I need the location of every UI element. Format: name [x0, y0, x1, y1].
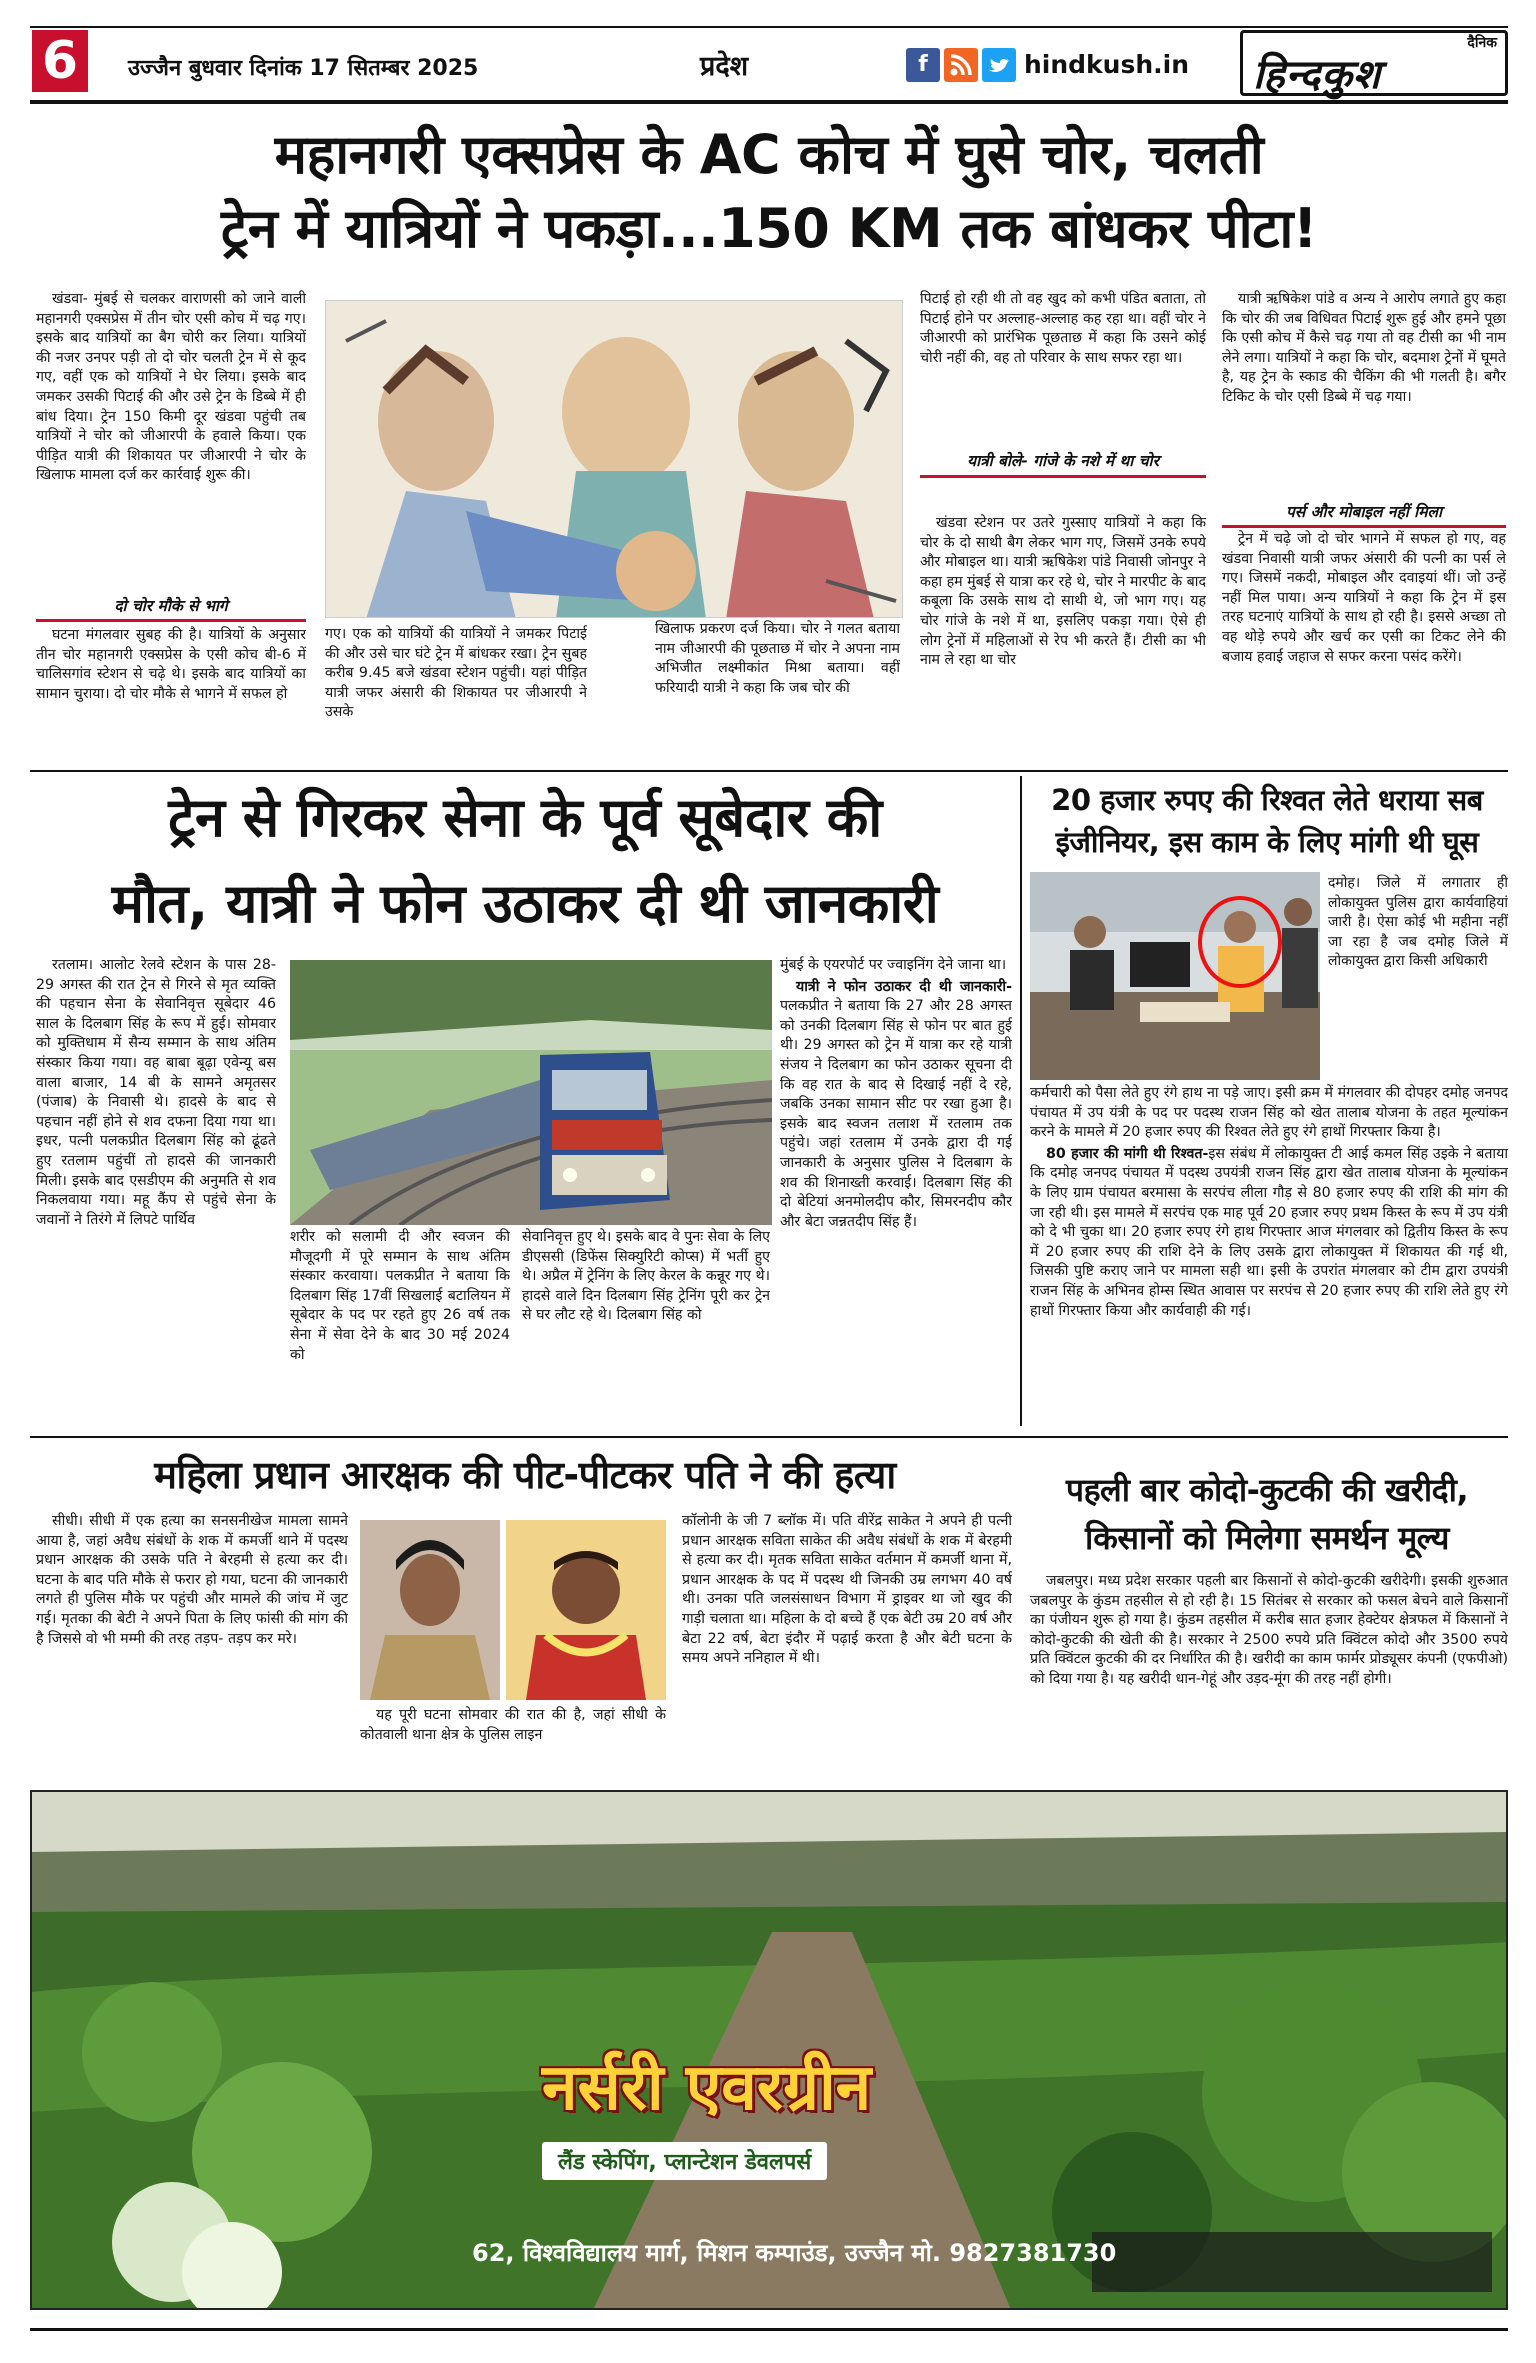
story3-side-column: दमोह। जिले में लगातार ही लोकायुक्त पुलिस द्वारा कार्यवाहियां जारी है। ऐसा कोई भी महीना नहीं जा रहा है जब दमोह जिले में लोकायुक्त द्वारा किसी अधिकारी — [1328, 875, 1508, 970]
accused-husband-photo — [506, 1520, 666, 1700]
nursery-advertisement[interactable] — [30, 1790, 1508, 2310]
story1-column-5b: ट्रेन में चढ़े जो दो चोर भागने में सफल हो गए, वह खंडवा निवासी यात्री जफर अंसारी की पत्नी का पर्स ले गए। जिसमें नकदी, मोबाइल और दवाइयां थीं। जो उन्हें नहीं मिल पाया। अन्य यात्रियों ने कहा कि ट्रेन में इस तरह घटनाएं यात्रियों के साथ हो रही है। इससे अच्छा तो वह थोड़े रुपये और खर्च कर एसी का टिकट लेने की बजाय हवाई जहाज से सफर करना पसंद करेंगे। — [1222, 531, 1506, 665]
vertical-divider — [1020, 776, 1022, 1426]
masthead-logo[interactable] — [1240, 30, 1508, 96]
divider — [30, 1436, 1508, 1438]
story5-headline-line2: किसानों को मिलेगा समर्थन मूल्य — [1085, 1519, 1449, 1557]
header-bottom-rule — [30, 100, 1508, 104]
header-top-rule — [30, 26, 1508, 28]
story1-column-1: खंडवा- मुंबई से चलकर वाराणसी को जाने वाली महानगरी एक्सप्रेस में तीन चोर एसी कोच में चढ़ गए। इसके बाद यात्रियों का बैग चोरी कर लिया। यात्रियों की नजर उनपर पड़ी तो दो चोर चलती ट्रेन में से कूद गए, वहीं एक को यात्रियों ने घेर लिया। इसके बाद जमकर उसकी पिटाई की और उसे ट्रेन के डिब्बे में ही बांध दिया। ट्रेन 150 किमी दूर खंडवा पहुंची तब यात्रियों ने चोर को जीआरपी के हवाले किया। एक पीड़ित यात्री की शिकायत पर जीआरपी ने चोर के खिलाफ मामला दर्ज कर कार्रवाई शुरू की। — [36, 291, 306, 484]
ad-address: 62, विश्वविद्यालय मार्ग, मिशन कम्पाउंड, उज्जैन मो. 9827381730 — [472, 2239, 1117, 2267]
story5-body: जबलपुर। मध्य प्रदेश सरकार पहली बार किसानों से कोदो-कुटकी खरीदेगी। इसकी शुरुआत जबलपुर के कुंडम तहसील से हो रही है। 15 सितंबर से सरकार को फसल बेचने वाले किसानों का पंजीयन शुरू हो गया है। कुंडम तहसील में करीब सात हजार हेक्टेयर क्षेत्रफल में किसानों ने कोदो-कुटकी की खेती की है। सरकार ने 2500 रुपये प्रति क्विंटल कोदो और 3500 रुपये प्रति क्विंटल कुटकी की दर निर्धारित की है। खरीदी का काम फार्मर प्रोड्यूसर कंपनी (एफपीओ) को दिया गया है। यह खरीदी धान-गेहूं और उड़द-मूंग की तरह नहीं होगी। — [1030, 1573, 1508, 1687]
story1-subhead-2: यात्री बोले- गांजे के नशे में था चोर — [920, 450, 1206, 478]
story4-headline: महिला प्रधान आरक्षक की पीट-पीटकर पति ने की हत्या — [154, 1453, 896, 1497]
story3-lead: 80 हजार की मांगी थी रिश्वत- — [1046, 1145, 1209, 1162]
story1-column-4: पिटाई हो रही थी तो वह खुद को कभी पंडित बताता, तो पिटाई होने पर अल्लाह-अल्लाह कह रहा था। वहीं चोर ने जीआरपी को प्रारंभिक पूछताछ में कहा कि उसने कोई चोरी नहीं की, वह तो परिवार के साथ सफर रहा था। — [920, 291, 1206, 366]
story4-photo-caption: यह पूरी घटना सोमवार की रात की है, जहां सीधी के कोतवाली थाना क्षेत्र के पुलिस लाइन — [360, 1707, 666, 1743]
story3-headline-line1: 20 हजार रुपए की रिश्वत लेते धराया सब — [1051, 783, 1483, 817]
story5-headline-line1: पहली बार कोदो-कुटकी की खरीदी, — [1065, 1471, 1469, 1509]
story3-headline-line2: इंजीनियर, इस काम के लिए मांगी थी घूस — [1055, 825, 1479, 859]
story2-headline-line1: ट्रेन से गिरकर सेना के पूर्व सूबेदार की — [168, 786, 882, 849]
story2-column-2: शरीर को सलामी दी और स्वजन की मौजूदगी में पूरे सम्मान के साथ अंतिम संस्कार करवाया। पलकप्रीत ने बताया कि दिलबाग सिंह 17वीं सिखलाई बटालियन में सूबेदार के पद पर रहते हुए 26 वर्ष तक सेना में सेवा देने के बाद 30 मई 2024 को — [290, 1229, 510, 1363]
page-number: 6 — [32, 30, 88, 92]
website-link[interactable]: hindkush.in — [1024, 50, 1190, 79]
story1-headline-line1: महानगरी एक्सप्रेस के AC कोच में घुसे चोर, चलती — [274, 123, 1264, 186]
ad-tagline: लैंड स्केपिंग, प्लान्टेशन डेवलपर्स — [542, 2142, 827, 2180]
story1-column-4b: खंडवा स्टेशन पर उतरे गुस्साए यात्रियों ने कहा कि चोर के दो साथी बैग लेकर भाग गए, जिसमें उनके रुपये और मोबाइल था। यात्री ऋषिकेश पांडे निवासी जोनपुर ने कहा हम मुंबई से यात्रा कर रहे थे, चोर ने मारपीट के बाद कबूला कि उसके साथ दो साथी थे, जो भाग गए। यह चोर गांजे के नशे में था, इसलिए पकड़ा गया। ऐसे ही लोग ट्रेनों में महिलाओं से रेप भी करते हैं। टीसी का भी नाम ले रहा था चोर — [920, 515, 1206, 669]
story1-subhead-3: पर्स और मोबाइल नहीं मिला — [1222, 500, 1506, 528]
divider — [30, 770, 1508, 772]
story4-column-3: कॉलोनी के जी 7 ब्लॉक में। पति वीरेंद्र साकेत ने अपने ही पत्नी प्रधान आरक्षक सविता साकेत की अवैध संबंधों के शक में बेरहमी से हत्या कर दी। मृतक सविता साकेत वर्तमान में कमर्जी थाना में, प्रधान आरक्षक के पद में पदस्थ थी जिनकी उम्र लगभग 40 वर्ष थी। उनका पति जलसंसाधन विभाग में ड्राइवर था जो खुद की गाड़ी चलाता था। महिला के दो बच्चे हैं एक बेटी उम्र 20 वर्ष और बेटा 22 वर्ष, बेटा इंदौर में पढ़ाई करता है और बेटी घटना के समय अपने ननिहाल में थी। — [682, 1513, 1012, 1667]
story2-column-4: मुंबई के एयरपोर्ट पर ज्वाइनिंग देने जाना था। यात्री ने फोन उठाकर दी थी जानकारी-पलकप्रीत ने बताया कि 27 और 28 अगस्त को उनकी दिलबाग सिंह से फोन पर बात हुई थी। 29 अगस्त को ट्रेन में यात्रा कर रहे यात्री संजय ने दिलबाग का फोन उठाकर सूचना दी कि वह रात के बाद से दिखाई नहीं दे रहे, जबकि उनका सामान सीट पर रखा हुआ है। इसके बाद स्वजन तलाश में रतलाम तक पहुंचे। जहां रतलाम में उनके द्वारा दी गई जानकारी के अनुसार पुलिस ने दिलबाग के शव की शिनाख्ती करवाई। दिलबाग सिंह की दो बेटियां अनमोलदीप कौर, सिमरनदीप कौर और बेटा जन्नतदीप सिंह हैं। — [780, 957, 1012, 1230]
story2-column-1: रतलाम। आलोट रेलवे स्टेशन के पास 28-29 अगस्त की रात ट्रेन से गिरने से मृत व्यक्ति की पहचान सेना के सेवानिवृत्त सूबेदार 46 साल के दिलबाग सिंह के रूप में हुई। सोमवार को मुक्तिधाम में सैन्य सम्मान के साथ अंतिम संस्कार किया गया। वह बाबा बूढ़ा एवेन्यू बस वाला बाजार, 14 बी के सामने अमृतसर (पंजाब) के निवासी थे। हादसे के बाद से पहचान नहीं होने से शव दफना दिया गया था। इधर, पत्नी पलकप्रीत दिलबाग सिंह को ढूंढते हुए रतलाम पहुंचीं तो हादसे की जानकारी मिली। इसके बाद एसडीएम की अनुमति से शव निकलवाया गया। महू कैंप से पहुंचे सेना के जवानों ने तिरंगे में लिपटे पार्थिव — [36, 957, 276, 1228]
story2-column-3: सेवानिवृत्त हुए थे। इसके बाद वे पुनः सेवा के लिए डीएससी (डिफेंस सिक्युरिटी कोप्स) में भर्ती हुए थे। अप्रैल में ट्रेनिंग के लिए केरल के कन्नूर गए थे। हादसे वाले दिन दिलबाग सिंह ट्रेनिंग पूरी कर ट्रेन से घर लौट रहे थे। दिलबाग सिंह को — [522, 1229, 770, 1324]
thief-beating-illustration — [325, 300, 903, 618]
dateline: उज्जैन बुधवार दिनांक 17 सितम्बर 2025 — [128, 56, 479, 81]
story2-headline-line2: मौत, यात्री ने फोन उठाकर दी थी जानकारी — [111, 872, 939, 935]
story1-headline-line2: ट्रेन में यात्रियों ने पकड़ा...150 KM तक बांधकर पीटा! — [221, 197, 1317, 260]
footer-rule — [30, 2328, 1508, 2331]
story1-column-2: गए। एक को यात्रियों की यात्रियों ने जमकर पिटाई की और उसे चार घंटे ट्रेन में बांधकर रखा। ट्रेन सुबह करीब 9.45 बजे खंडवा स्टेशन पहुंची। यहां पीड़ित यात्री जफर अंसारी की शिकायत पर जीआरपी ने उसके — [325, 626, 587, 721]
victim-photo — [360, 1520, 500, 1700]
twitter-icon[interactable] — [982, 48, 1016, 82]
story4-column-1: सीधी। सीधी में एक हत्या का सनसनीखेज मामला सामने आया है, जहां अवैध संबंधों के शक में कमर्जी थाने में पदस्थ प्रधान आरक्षक की उसके पति ने बेरहमी से हत्या कर दी। घटना के बाद पति मौके से फरार हो गया, घटना की जानकारी लगते ही पुलिस मौके पर पहुंची और मामले की जांच में जुट गई। मृतका की बेटी ने अपने पिता के लिए फांसी की मांग की है जिससे वो भी मम्मी की तरह तड़प- तड़प कर मरे। — [36, 1513, 348, 1647]
rss-icon[interactable] — [944, 48, 978, 82]
logo-small-text: दैनिक — [1467, 35, 1497, 51]
facebook-icon[interactable]: f — [906, 48, 940, 82]
story2-lead: यात्री ने फोन उठाकर दी थी जानकारी- — [796, 978, 1012, 995]
logo-name: हिन्दकुश — [1253, 51, 1382, 98]
story1-column-1b: घटना मंगलवार सुबह की है। यात्रियों के अनुसार तीन चोर महानगरी एक्सप्रेस के एसी कोच बी-6 में चालिसगांव स्टेशन से चढ़े थे। इसके बाद यात्रियों का सामान चुराया। दो चोर मौके से भागने में सफल हो — [36, 627, 306, 702]
story1-subhead-1: दो चोर मौके से भागे — [36, 594, 306, 622]
story3-body: कर्मचारी को पैसा लेते हुए रंगे हाथ ना पड़े जाए। इसी क्रम में मंगलवार की दोपहर दमोह जनपद पंचायत में उप यंत्री के पद पर पदस्थ राजन सिंह को खेत तालाब योजना के तहत मूल्यांकन करने के मामले में 20 हजार रुपए की रिश्वत लेते हुए रंगे हाथों गिरफ्तार किया है। 80 हजार की मांगी थी रिश्वत-इस संबंध में लोकायुक्त टी आई कमल सिंह उइके ने बताया कि दमोह जनपद पंचायत में पदस्थ उपयंत्री राजन सिंह द्वारा खेत तालाब योजना के मूल्यांकन के लिए ग्राम पंचायत बरमासा के सरपंच लीला गौड़ से 80 हजार रुपए की राशि की मांग की जा रही थी। इस मामले में सरपंच एक माह पूर्व 20 हजार रुपए प्रथम किस्त के रूप में उप यंत्री को दे भी चुका था। 20 हजार रुपए रंगे हाथ गिरफ्तार आज मंगलवार को द्वितीय किस्त के रूप में 20 हजार रुपए की राशि देने के लिए उसके द्वारा लोकायुक्त में शिकायत की गई थी, जिसकी पुष्टि कराए जाने पर मामला सही था। इसी के उपरांत मंगलवार को टीम द्वारा उपयंत्री राजन सिंह के अभिनव होम्स स्थित आवास पर सरपंच से 20 हजार रुपए की राशि लेते हुए रंगे हाथों गिरफ्तार किया और कार्यवाही की गई। — [1030, 1085, 1508, 1319]
ad-title: नर्सरी एवरग्रीन — [542, 2051, 872, 2125]
section-name: प्रदेश — [700, 51, 749, 82]
train-photo — [290, 960, 772, 1225]
story1-column-3: खिलाफ प्रकरण दर्ज किया। चोर ने गलत बताया नाम जीआरपी की पूछताछ में चोर ने अपना नाम अभिजीत लक्ष्मीकांत मिश्रा बताया। वहीं फरियादी यात्री ने कहा कि जब चोर की — [655, 621, 900, 696]
bribe-arrest-photo — [1030, 872, 1320, 1080]
story1-column-5: यात्री ऋषिकेश पांडे व अन्य ने आरोप लगाते हुए कहा कि चोर की जब विधिवत पिटाई शुरू हुई और हमने पूछा कि एसी कोच में कैसे चढ़ गया तो वह टीसी का भी नाम लेने लगा। यात्रियों ने कहा कि चोर, बदमाश ट्रेनों में घूमते है, यह ट्रेन के स्काड की चैकिंग की भी गलती है। बगैर टिकिट के चोर एसी डिब्बे में चढ़ गया। — [1222, 291, 1506, 405]
